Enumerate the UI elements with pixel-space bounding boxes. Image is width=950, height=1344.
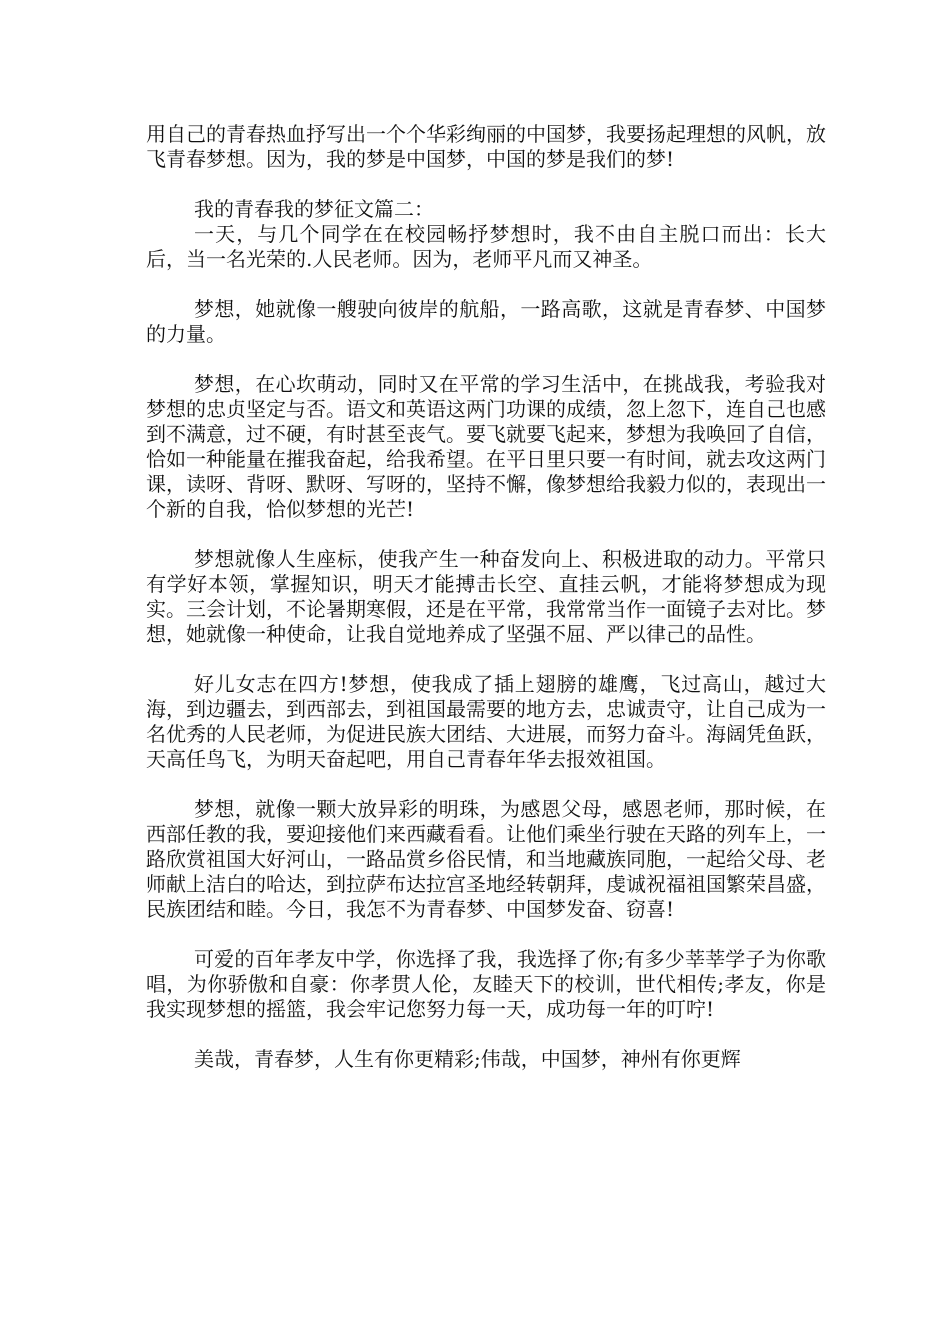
paragraph: 好儿女志在四方!梦想，使我成了插上翅膀的雄鹰，飞过高山，越过大海，到边疆去，到西部去，到祖国最需要的地方去，忠诚责守，让自己成为一名优秀的人民老师，为促进民族大团结、大进展，而努力奋斗。海阔凭鱼跃，天高任鸟飞，为明天奋起吧，用自己青春年华去报效祖国。 [146,672,826,771]
paragraph: 梦想，她就像一艘驶向彼岸的航船，一路高歌，这就是青春梦、中国梦的力量。 [146,297,826,346]
paragraph: 梦想就像人生座标，使我产生一种奋发向上、积极进取的动力。平常只有学好本领，掌握知识，明天才能搏击长空、直挂云帆，才能将梦想成为现实。三会计划，不论暑期寒假，还是在平常，我常常当作一面镜子去对比。梦想，她就像一种使命，让我自觉地养成了坚强不屈、严以律己的品性。 [146,547,826,646]
document-body [146,122,826,1072]
paragraph-intro: 用自己的青春热血抒写出一个个华彩绚丽的中国梦，我要扬起理想的风帆，放飞青春梦想。因为，我的梦是中国梦，中国的梦是我们的梦! [146,122,826,171]
paragraph: 一天，与几个同学在在校园畅抒梦想时，我不由自主脱口而出：长大后，当一名光荣的.人民老师。因为，老师平凡而又神圣。 [146,222,826,271]
paragraph-final: 美哉，青春梦，人生有你更精彩;伟哉，中国梦，神州有你更辉 [194,1047,741,1071]
paragraph: 梦想，就像一颗大放异彩的明珠，为感恩父母，感恩老师，那时候，在西部任教的我，要迎接他们来西藏看看。让他们乘坐行驶在天路的列车上，一路欣赏祖国大好河山，一路品赏乡俗民情，和当地藏族同胞，一起给父母、老师献上洁白的哈达，到拉萨布达拉宫圣地经转朝拜，虔诚祝福祖国繁荣昌盛，民族团结和睦。今日，我怎不为青春梦、中国梦发奋、窃喜! [146,797,826,921]
paragraph: 梦想，在心坎萌动，同时又在平常的学习生活中，在挑战我，考验我对梦想的忠贞坚定与否。语文和英语这两门功课的成绩，忽上忽下，连自己也感到不满意，过不硬，有时甚至丧气。要飞就要飞起来，梦想为我唤回了自信，恰如一种能量在摧我奋起，给我希望。在平日里只要一有时间，就去攻这两门课，读呀、背呀、默呀、写呀的，坚持不懈，像梦想给我毅力似的，表现出一个新的自我，恰似梦想的光芒! [146,372,826,521]
section-heading: 我的青春我的梦征文篇二： [194,197,434,221]
paragraph: 可爱的百年孝友中学，你选择了我，我选择了你;有多少莘莘学子为你歌唱，为你骄傲和自豪：你孝贯人伦，友睦天下的校训，世代相传;孝友，你是我实现梦想的摇篮，我会牢记您努力每一天，成功每一年的叮咛! [146,947,826,1021]
